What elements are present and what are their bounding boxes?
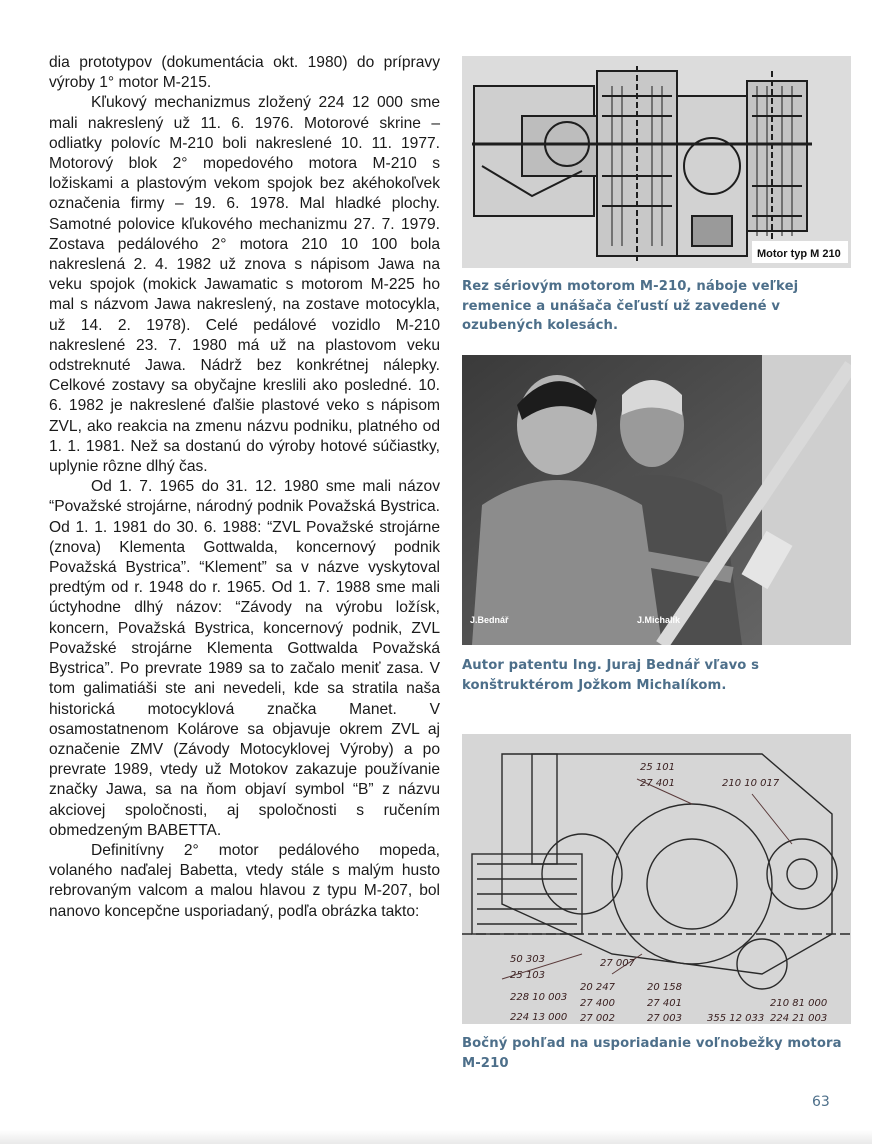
side-view-drawing bbox=[462, 734, 851, 1024]
page-bottom-shadow bbox=[0, 1130, 872, 1144]
figure-caption: Bočný pohľad na usporiadanie voľnobežky motora M-210 bbox=[462, 1036, 842, 1071]
part-number: 224 21 003 bbox=[770, 1013, 828, 1024]
page-number: 63 bbox=[812, 1094, 830, 1110]
part-number: 27 003 bbox=[647, 1013, 682, 1024]
engine-cross-section-drawing bbox=[462, 56, 851, 268]
part-number: 210 81 000 bbox=[770, 998, 828, 1009]
part-number: 25 101 bbox=[640, 762, 675, 773]
part-number: 224 13 000 bbox=[510, 1012, 568, 1023]
photograph-of-engineers bbox=[462, 355, 851, 645]
part-number: 50 303 bbox=[510, 954, 545, 965]
part-number: 27 002 bbox=[580, 1013, 615, 1024]
engine-cross-section-figure bbox=[462, 56, 851, 268]
photo-name-right: J.Michalík bbox=[637, 615, 681, 625]
figure-caption: Rez sériovým motorom M-210, náboje veľkej remenice a unášača čeľustí už zavedené v ozubených kolesách. bbox=[462, 279, 799, 333]
part-number: 25 103 bbox=[510, 970, 545, 981]
part-number: 27 401 bbox=[647, 998, 682, 1009]
part-number: 27 401 bbox=[640, 778, 675, 789]
side-view-figure bbox=[462, 734, 851, 1024]
photo-name-left: J.Bednář bbox=[470, 615, 509, 625]
part-number: 210 10 017 bbox=[722, 778, 780, 789]
engine-type-label: Motor typ M 210 bbox=[757, 248, 841, 260]
part-number: 20 247 bbox=[580, 982, 615, 993]
paragraph: dia prototypov (dokumentácia okt. 1980) do prípravy výroby 1° motor M-215. bbox=[49, 54, 440, 92]
figure-caption: Autor patentu Ing. Juraj Bednář vľavo s konštruktérom Jožkom Michalíkom. bbox=[462, 658, 760, 693]
photograph-figure bbox=[462, 355, 851, 645]
part-number: 27 400 bbox=[580, 998, 615, 1009]
paragraph: Od 1. 7. 1965 do 31. 12. 1980 sme mali názov “Považské strojárne, národný podnik Považská Bystrica. Od 1. 1. 1981 do 30. 6. 1988: “ZVL Považské strojárne (znova) Klementa Gottwalda, koncernový podnik Považská Bystrica”. “Klement” sa v názve vyskytoval predtým od r. 1948 do r. 1965. Od 1. 7. 1988 sme mali úctyhodne dlhý názov: “Závody na výrobu ložísk, koncern, Považská Bystrica, koncernový podnik, ZVL Považské strojárne Klementa Gottwalda Považská Bystrica”. Po prevrate 1989 sa to začalo meniť zasa. V tom galimatiáši ste ani nevedeli, kde sa stratila naša historická motocyklová značka Manet. V osamostatnenom Kolárove sa objavuje okrem ZVL aj označenie ZMV (Závody Motocyklovej Výroby) a po prevrate 1989, vtedy už Motokov zakazuje používanie značky Jawa, sa na ňom objaví symbol “B” z názvu akciovej spoločnosti, aj spoločnosti s ručením obmedzeným BABETTA. bbox=[49, 478, 440, 839]
part-number: 228 10 003 bbox=[510, 992, 568, 1003]
part-number: 20 158 bbox=[647, 982, 682, 993]
part-number: 27 007 bbox=[600, 958, 635, 969]
paragraph: Kľukový mechanizmus zložený 224 12 000 sme mali nakreslený už 11. 6. 1976. Motorové skrine – odliatky polovíc M-210 boli nakreslené 10. 11. 1977. Motorový blok 2° mopedového motora M-210 s ložiskami a plastovým vekom spojok bez akéhokoľvek označenia firmy – 19. 6. 1978. Mal hladké plochy. Samotné polovice kľukového mechanizmu 27. 7. 1979. Zostava pedálového 2° motora 210 10 100 bola nakreslená 2. 4. 1982 už znova s nápisom Jawa na veku spojok (mokick Jawamatic s motorom M-225 ho mal s názvom Jawa nakreslený, na zostave motocykla, už 14. 2. 1978). Celé pedálové vozidlo M-210 nakreslené 23. 7. 1980 má už na plastovom veku odstreknuté Jawa. Nádrž bez konkrétnej nálepky. Celkové zostavy sa obyčajne kreslili ako posledné. 10. 6. 1982 je nakreslené ďalšie plastové veko s nápisom ZVL, ako reakcia na zmenu názvu podniku, platného od 1. 1. 1981. Než sa dostanú do výroby hotové súčiastky, uplynie rôzne dlhý čas. bbox=[49, 94, 440, 476]
paragraph: Definitívny 2° motor pedálového mopeda, volaného naďalej Babetta, vtedy stále s malým husto rebrovaným valcom a malou hlavou z typu M-207, bol nanovo koncepčne usporiadaný, podľa obrázka takto: bbox=[49, 841, 440, 920]
part-number: 355 12 033 bbox=[707, 1013, 765, 1024]
body-text-column bbox=[49, 53, 440, 922]
